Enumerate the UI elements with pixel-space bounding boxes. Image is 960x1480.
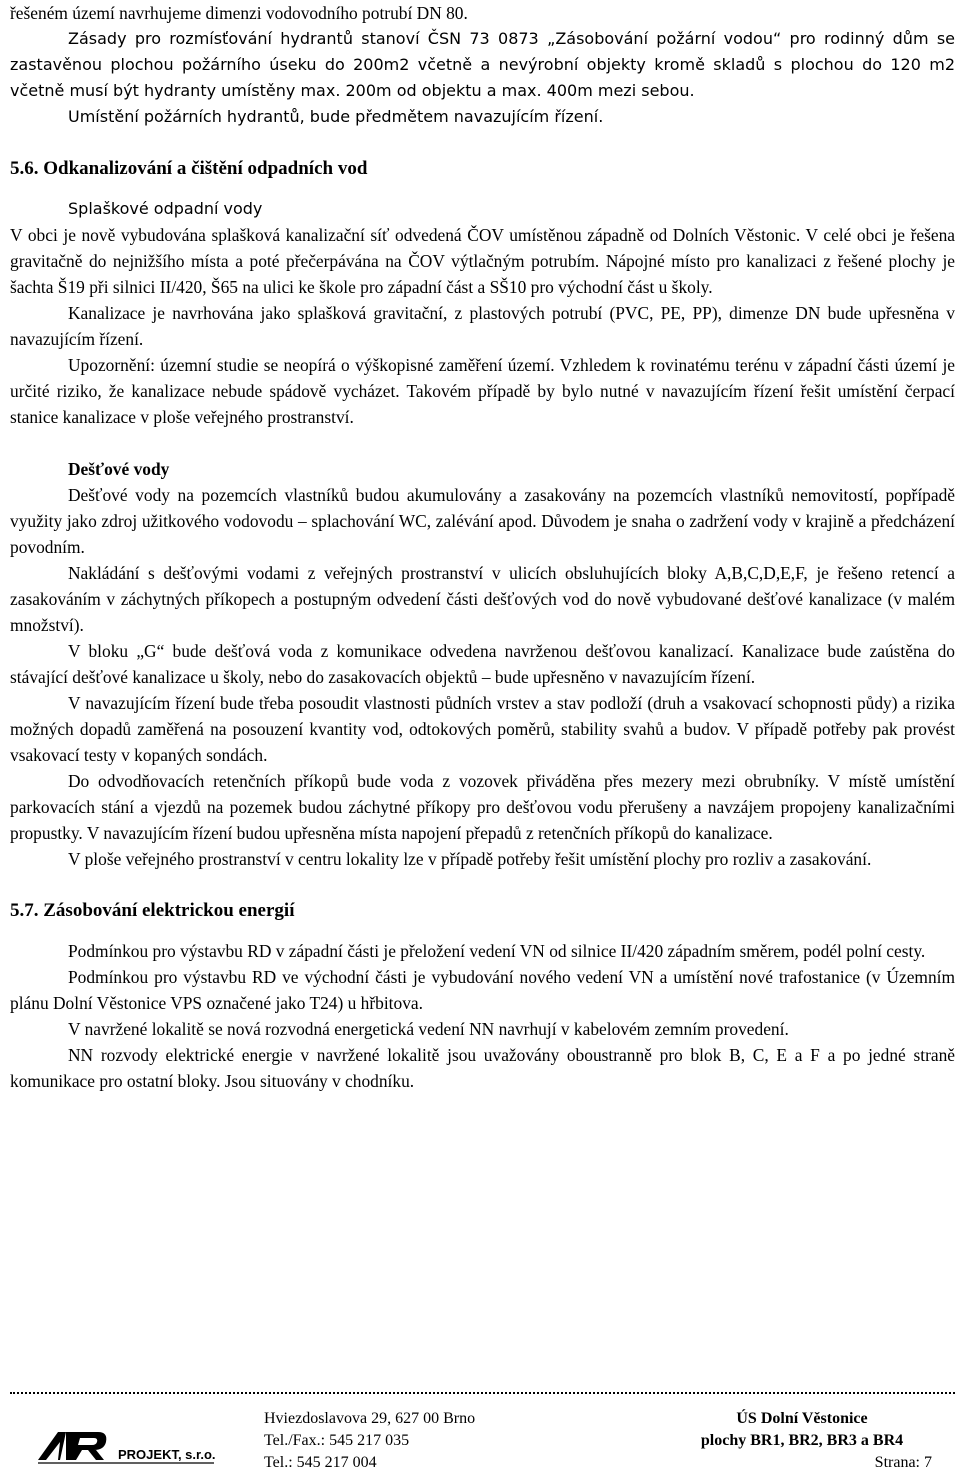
paragraph-power-1: Podmínkou pro výstavbu RD v západní části je přeložení vedení VN od silnice II/420 západním směrem, podél polní cesty. (68, 941, 926, 961)
company-logo (36, 1420, 216, 1468)
paragraph-rain-1: Dešťové vody na pozemcích vlastníků budou akumulovány a zasakovány na pozemcích vlastníků nemovitostí, popřípadě využity jako zdroj užitkového vodovodu – splachování WC, zalévání apod. Důvodem je snaha o zadržení vody v krajině a předcházení povodním. (10, 485, 955, 557)
project-plots: plochy BR1, BR2, BR3 a BR4 (700, 1432, 904, 1449)
paragraph-sewer-1: V obci je nově vybudována splašková kanalizační síť odvedená ČOV umístěnou západně od Dolních Věstonic. V celé obci je řešena gravitačně do nejnižšího místa a poté přečerpávána na ČOV výtlačným potrubím. Nápojné místo pro kanalizaci z řešené plochy je šachta Š19 při silnici II/420, Š65 na ulici ke škole pro západní část a SŠ10 pro východní část u školy. (10, 225, 955, 297)
paragraph-rain-4: V navazujícím řízení bude třeba posoudit vlastnosti půdních vrstev a stav podloží (druh a vsakovací schopnosti půdy) a rizika možných dopadů zaměřená na posouzení kvantity vod, odtokových poměrů, stability svahů a budov. V případě potřeby pak provést vsakovací testy v kopaných sondách. (10, 693, 955, 765)
paragraph-rain-5: Do odvodňovacích retenčních příkopů bude voda z vozovek přiváděna přes mezery mezi obrubníky. V místě umístění parkovacích stání a vjezdů na pozemek budou záchytné příkopy pro dešťovou vodu přerušeny a navzájem propojeny kanalizačními propustky. V navazujícím řízení budou upřesněna místa napojení přepadů z retenčních příkopů do kanalizace. (10, 771, 955, 843)
intro-line: řešeném území navrhujeme dimenzi vodovodního potrubí DN 80. (10, 3, 468, 23)
project-name: ÚS Dolní Věstonice (736, 1410, 868, 1427)
hydrant-note: Umístění požárních hydrantů, bude předmětem navazujícím řízení. (68, 107, 604, 126)
page-number: Strana: 7 (874, 1454, 932, 1471)
paragraph-rain-3: V bloku „G“ bude dešťová voda z komunikace odvedena navrženou dešťovou kanalizací. Kanalizace bude zaústěna do stávající dešťové kanalizace u školy, nebo do zasakovacích objektů – bude upřesněno v navazujícím řízení. (10, 641, 955, 687)
page-content (10, 0, 955, 1094)
paragraph-power-2: Podmínkou pro výstavbu RD ve východní části je vybudování nového vedení VN a umístění nové trafostanice (v Územním plánu Dolní Věstonice VPS označené jako T24) u hřbitova. (10, 967, 955, 1013)
arp-logo-icon (36, 1420, 216, 1468)
company-address: Hviezdoslavova 29, 627 00 Brno (264, 1410, 476, 1427)
paragraph-warning: Upozornění: územní studie se neopírá o výškopisné zaměření území. Vzhledem k rovinatému terénu v západní části území je určité riziko, že kanalizace nebude spádově vycházet. Takovém případě by bylo nutné v navazujícím řízení řešit umístění čerpací stanice kanalizace v ploše veřejného prostranství. (10, 355, 955, 427)
splaskove-subheading: Splaškové odpadní vody (68, 199, 263, 218)
company-telfax: Tel./Fax.: 545 217 035 (264, 1432, 410, 1449)
destove-subheading: Dešťové vody (68, 459, 170, 479)
paragraph-sewer-2: Kanalizace je navrhována jako splašková gravitační, z plastových potrubí (PVC, PE, PP), dimenze DN bude upřesněna v navazujícím řízení. (10, 303, 955, 349)
hydrant-paragraph: Zásady pro rozmísťování hydrantů stanoví ČSN 73 0873 „Zásobování požární vodou“ pro rodinný dům se zastavěnou plochou požárního úseku do 200m2 včetně a nevýrobní objekty kromě skladů s plochou do 120 m2 včetně musí být hydranty umístěny max. 200m od objektu a max. 400m mezi sebou. (10, 29, 955, 100)
company-tel: Tel.: 545 217 004 (264, 1454, 377, 1471)
paragraph-rain-6: V ploše veřejného prostranství v centru lokality lze v případě potřeby řešit umístění plochy pro rozliv a zasakování. (68, 849, 872, 869)
paragraph-power-3: V navržené lokalitě se nová rozvodná energetická vedení NN navrhují v kabelovém zemním provedení. (68, 1019, 789, 1039)
section-5-6-heading: 5.6. Odkanalizování a čištění odpadních vod (10, 158, 368, 179)
paragraph-rain-2: Nakládání s dešťovými vodami z veřejných prostranství v ulicích obsluhujících bloky A,B,C,D,E,F, je řešeno retencí a zasakováním v záchytných příkopech a postupným odvedení části dešťových vod do nově vybudované dešťové kanalizace (v malém množství). (10, 563, 955, 635)
logo-text: PROJEKT, s.r.o. (118, 1447, 216, 1462)
section-5-7-heading: 5.7. Zásobování elektrickou energií (10, 900, 295, 921)
paragraph-power-4: NN rozvody elektrické energie v navržené lokalitě jsou uvažovány oboustranně pro blok B, C, E a F a po jedné straně komunikace pro ostatní bloky. Jsou situovány v chodníku. (10, 1045, 955, 1091)
footer-divider (10, 1392, 955, 1394)
page-footer (0, 1400, 960, 1480)
company-contact (264, 1408, 475, 1474)
project-info (672, 1408, 932, 1474)
